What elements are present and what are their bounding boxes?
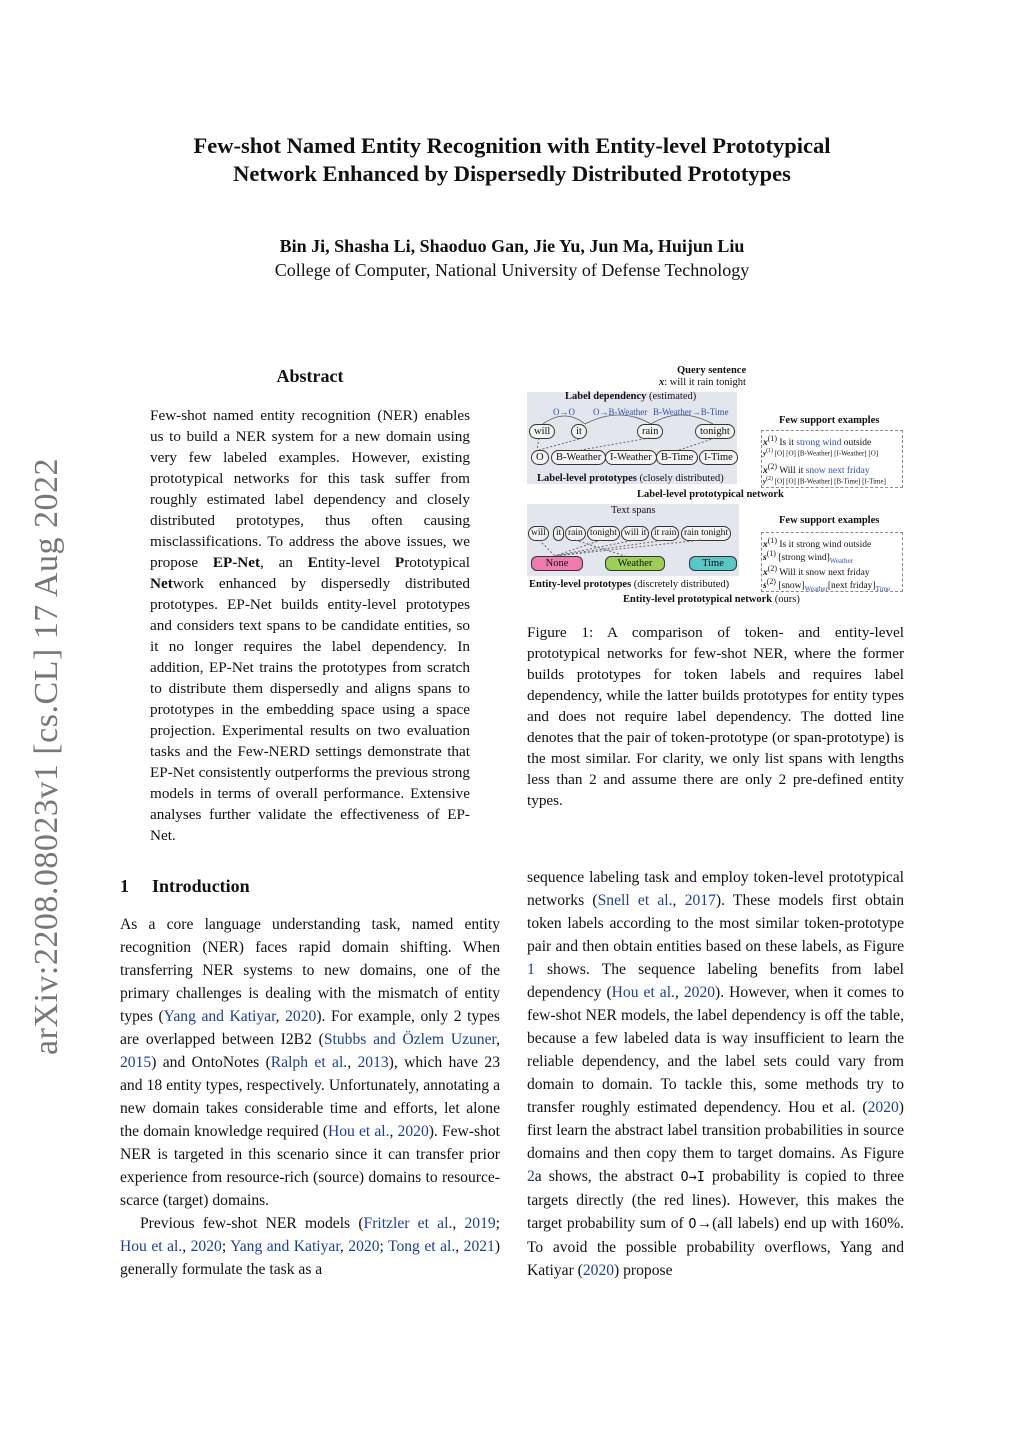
figure-1 [525, 362, 915, 612]
entity-support-x2: $x^{(2)}$ Will it snow next friday [763, 564, 870, 579]
label-network-caption: Label-level prototypical network [637, 489, 784, 500]
entity-prototype-time: Time [689, 556, 737, 571]
citation-year-link[interactable]: 2020 [582, 1262, 615, 1279]
right-column-text: sequence labeling task and employ token-level prototypical networks (Snell et al., 2017). These models first obtain token labels according to the most similar token-prototype pair and then obtain entities based on these labels, as Figure 1 shows. The sequence labeling benefits from label dependency (Hou et al., 2020). However, when it comes to few-shot NER models, the label dependency is off the table, because a few labeled data is way insufficient to learn the reliable dependency, and the label sets could vary from domain to domain. To tackle this, some methods try to transfer roughly estimated dependency. Hou et al. (2020) first learn the abstract label transition probabilities in source domains and then copy them to target domains. As Figure 2a shows, the abstract O→I probability is copied to three targets directly (the red lines). However, this makes the target probability sum of O→(all labels) end up with 160%. To avoid the possible probability overflows, Yang and Katiyar (2020) propose [527, 869, 905, 1279]
paper-title [100, 132, 924, 188]
support-example-x2: $x^{(2)}$ Will it snow next friday [763, 462, 870, 477]
entity-prototype-none: None [531, 556, 583, 571]
authors: Bin Ji, Shasha Li, Shaoduo Gan, Jie Yu, Jun Ma, Huijun Liu [279, 236, 745, 256]
query-sentence: x: will it rain tonight [659, 377, 746, 388]
transition-bweather-btime: B-Weather→B-Time [653, 407, 729, 417]
transition-o-bweather: O→B-Weather [593, 407, 648, 417]
entity-support-s1: $s^{(1)}$ [strong $wind]_{Weather}$ [763, 549, 853, 566]
citation-link[interactable]: Hou et al. [327, 1123, 390, 1140]
citation-link[interactable]: Fritzler et al. [363, 1215, 453, 1232]
intro-paragraph-1: As a core language understanding task, named entity recognition (NER) faces rapid domain shifting. When transferring NER systems to new domains, one of the primary challenges is dealing with the mismatch of entity types (Yang and Katiyar, 2020). For example, only 2 types are overlapped between I2B2 (Stubbs and Özlem Uzuner, 2015) and OntoNotes (Ralph et al., 2013), which have 23 and 18 entity types, respectively. Unfortunately, annotating a new domain takes considerable time and efforts, let alone the domain knowledge required (Hou et al., 2020). Few-shot NER is targeted in this scenario since it can transfer prior experience from resource-rich (source) domains to resource-scarce (target) domains. [120, 916, 501, 1209]
citation-link[interactable]: Hou et al. [611, 984, 675, 1001]
support-example-y2: $y^{(2)}$ [O] [O] [B-Weather] [B-Time] [I-Time] [763, 476, 886, 486]
token-node: tonight [695, 424, 735, 439]
few-support-examples-heading-2: Few support examples [779, 515, 880, 526]
citation-link[interactable]: Yang and Katiyar [163, 1008, 276, 1025]
citation-year-link[interactable]: 2020 [683, 984, 716, 1001]
affiliation: College of Computer, National University of Defense Technology [274, 260, 750, 280]
text-spans-label: Text spans [611, 505, 656, 516]
citation-year-link[interactable]: 2020 [397, 1123, 429, 1140]
figure-ref-link[interactable]: 1 [527, 961, 535, 978]
span-node: will it [621, 526, 649, 541]
support-example-y1: $y^{(1)}$ [O] [O] [B-Weather] [I-Weather] [O] [763, 448, 879, 458]
citation-link[interactable]: Tong et al. [388, 1238, 456, 1255]
citation-year-link[interactable]: 2017 [684, 892, 716, 909]
entity-support-s2: $s^{(2)}$ $[snow]_{Weather}[next$ $friday]_{Time}$ [763, 577, 891, 594]
label-prototype-node: B-Weather [551, 450, 606, 465]
citation-link[interactable]: Ralph et al. [270, 1054, 348, 1071]
abstract-heading: Abstract [276, 366, 344, 386]
support-example-x1: $x^{(1)}$ Is it strong wind outside [763, 434, 872, 449]
query-sentence-label: Query sentence [677, 365, 747, 376]
span-prototype-links [525, 362, 740, 577]
citation-year-link[interactable]: 2020 [348, 1238, 380, 1255]
citation-link[interactable]: Snell et al. [597, 892, 673, 909]
figure-ref-link[interactable]: 2 [527, 1168, 535, 1185]
figure-1-caption: Figure 1: A comparison of token- and entity-level prototypical networks for few-shot NER, where the former builds prototypes for token labels and requires label dependency, while the latter builds prototypes for entity types and does not require label dependency. The dotted line denotes that the pair of token-prototype (or span-prototype) is the most similar. For clarity, we only list spans with lengths less than 2 and assume there are only 2 pre-defined entity types. [527, 624, 904, 809]
citation-link[interactable]: Yang and Katiyar [230, 1238, 340, 1255]
arxiv-stamp: arXiv:2208.08023v1 [cs.CL] 17 Aug 2022 [28, 458, 65, 1055]
label-prototype-node: B-Time [656, 450, 698, 465]
intro-paragraph-2: Previous few-shot NER models (Fritzler et al., 2019; Hou et al., 2020; Yang and Katiyar, 2020; Tong et al., 2021) generally formulate the task as a [120, 1215, 501, 1278]
introduction-text [120, 913, 500, 1281]
token-node: it [571, 424, 587, 439]
label-prototype-node: O [531, 450, 549, 465]
token-node: will [529, 424, 555, 439]
citation-link[interactable]: Hou et al. [120, 1238, 183, 1255]
entity-support-x1: $x^{(1)}$ Is it strong wind outside [763, 536, 872, 551]
citation-year-link[interactable]: 2015 [120, 1054, 152, 1071]
citation-year-link[interactable]: 2020 [867, 1099, 899, 1116]
title-line-2: Network Enhanced by Dispersedly Distributed Prototypes [233, 161, 791, 186]
citation-year-link[interactable]: 2013 [357, 1054, 389, 1071]
span-node: will [528, 526, 549, 541]
entity-prototypes-caption: Entity-level prototypes (discretely distributed) [529, 579, 730, 590]
abstract-text: Few-shot named entity recognition (NER) enables us to build a NER system for a new domain using very few labeled examples. However, existing prototypical networks for this task suffer from roughly estimated label dependency and closely distributed prototypes, thus often causing misclassifications. To address the above issues, we propose EP-Net, an Entity-level Prototypical Network enhanced by dispersedly distributed prototypes. EP-Net builds entity-level prototypes and considers text spans to be candidate entities, so it no longer requires the label dependency. In addition, EP-Net trains the prototypes from scratch to distribute them dispersedly and aligns spans to prototypes in the embedding space using a space projection. Experimental results on two evaluation tasks and the Few-NERD settings demonstrate that EP-Net consistently outperforms the previous strong models in terms of overall performance. Extensive analyses further validate the effectiveness of EP-Net. [150, 407, 470, 844]
citation-year-link[interactable]: 2021 [463, 1238, 495, 1255]
span-node: rain [565, 526, 586, 541]
span-node: tonight [587, 526, 620, 541]
label-prototypes-caption: Label-level prototypes (closely distributed) [537, 473, 724, 484]
citation-year-link[interactable]: 2020 [190, 1238, 222, 1255]
span-node: it [553, 526, 564, 541]
entity-network-caption: Entity-level prototypical network (ours) [623, 594, 800, 605]
few-support-examples-heading: Few support examples [779, 415, 880, 426]
title-line-1: Few-shot Named Entity Recognition with Entity-level Prototypical [193, 133, 831, 158]
label-prototype-node: I-Time [699, 450, 738, 465]
label-prototype-node: I-Weather [605, 450, 657, 465]
span-node: rain tonight [681, 526, 731, 541]
span-node: it rain [651, 526, 679, 541]
citation-link[interactable]: Stubbs and Özlem Uzuner [323, 1031, 497, 1048]
entity-prototype-weather: Weather [605, 556, 665, 571]
section-heading-introduction: 1 Introduction [120, 876, 250, 896]
token-node: rain [637, 424, 663, 439]
label-dependency-title: Label dependency (estimated) [565, 391, 697, 402]
transition-o-o: O→O [553, 407, 575, 417]
citation-year-link[interactable]: 2020 [285, 1008, 317, 1025]
citation-year-link[interactable]: 2019 [464, 1215, 496, 1232]
